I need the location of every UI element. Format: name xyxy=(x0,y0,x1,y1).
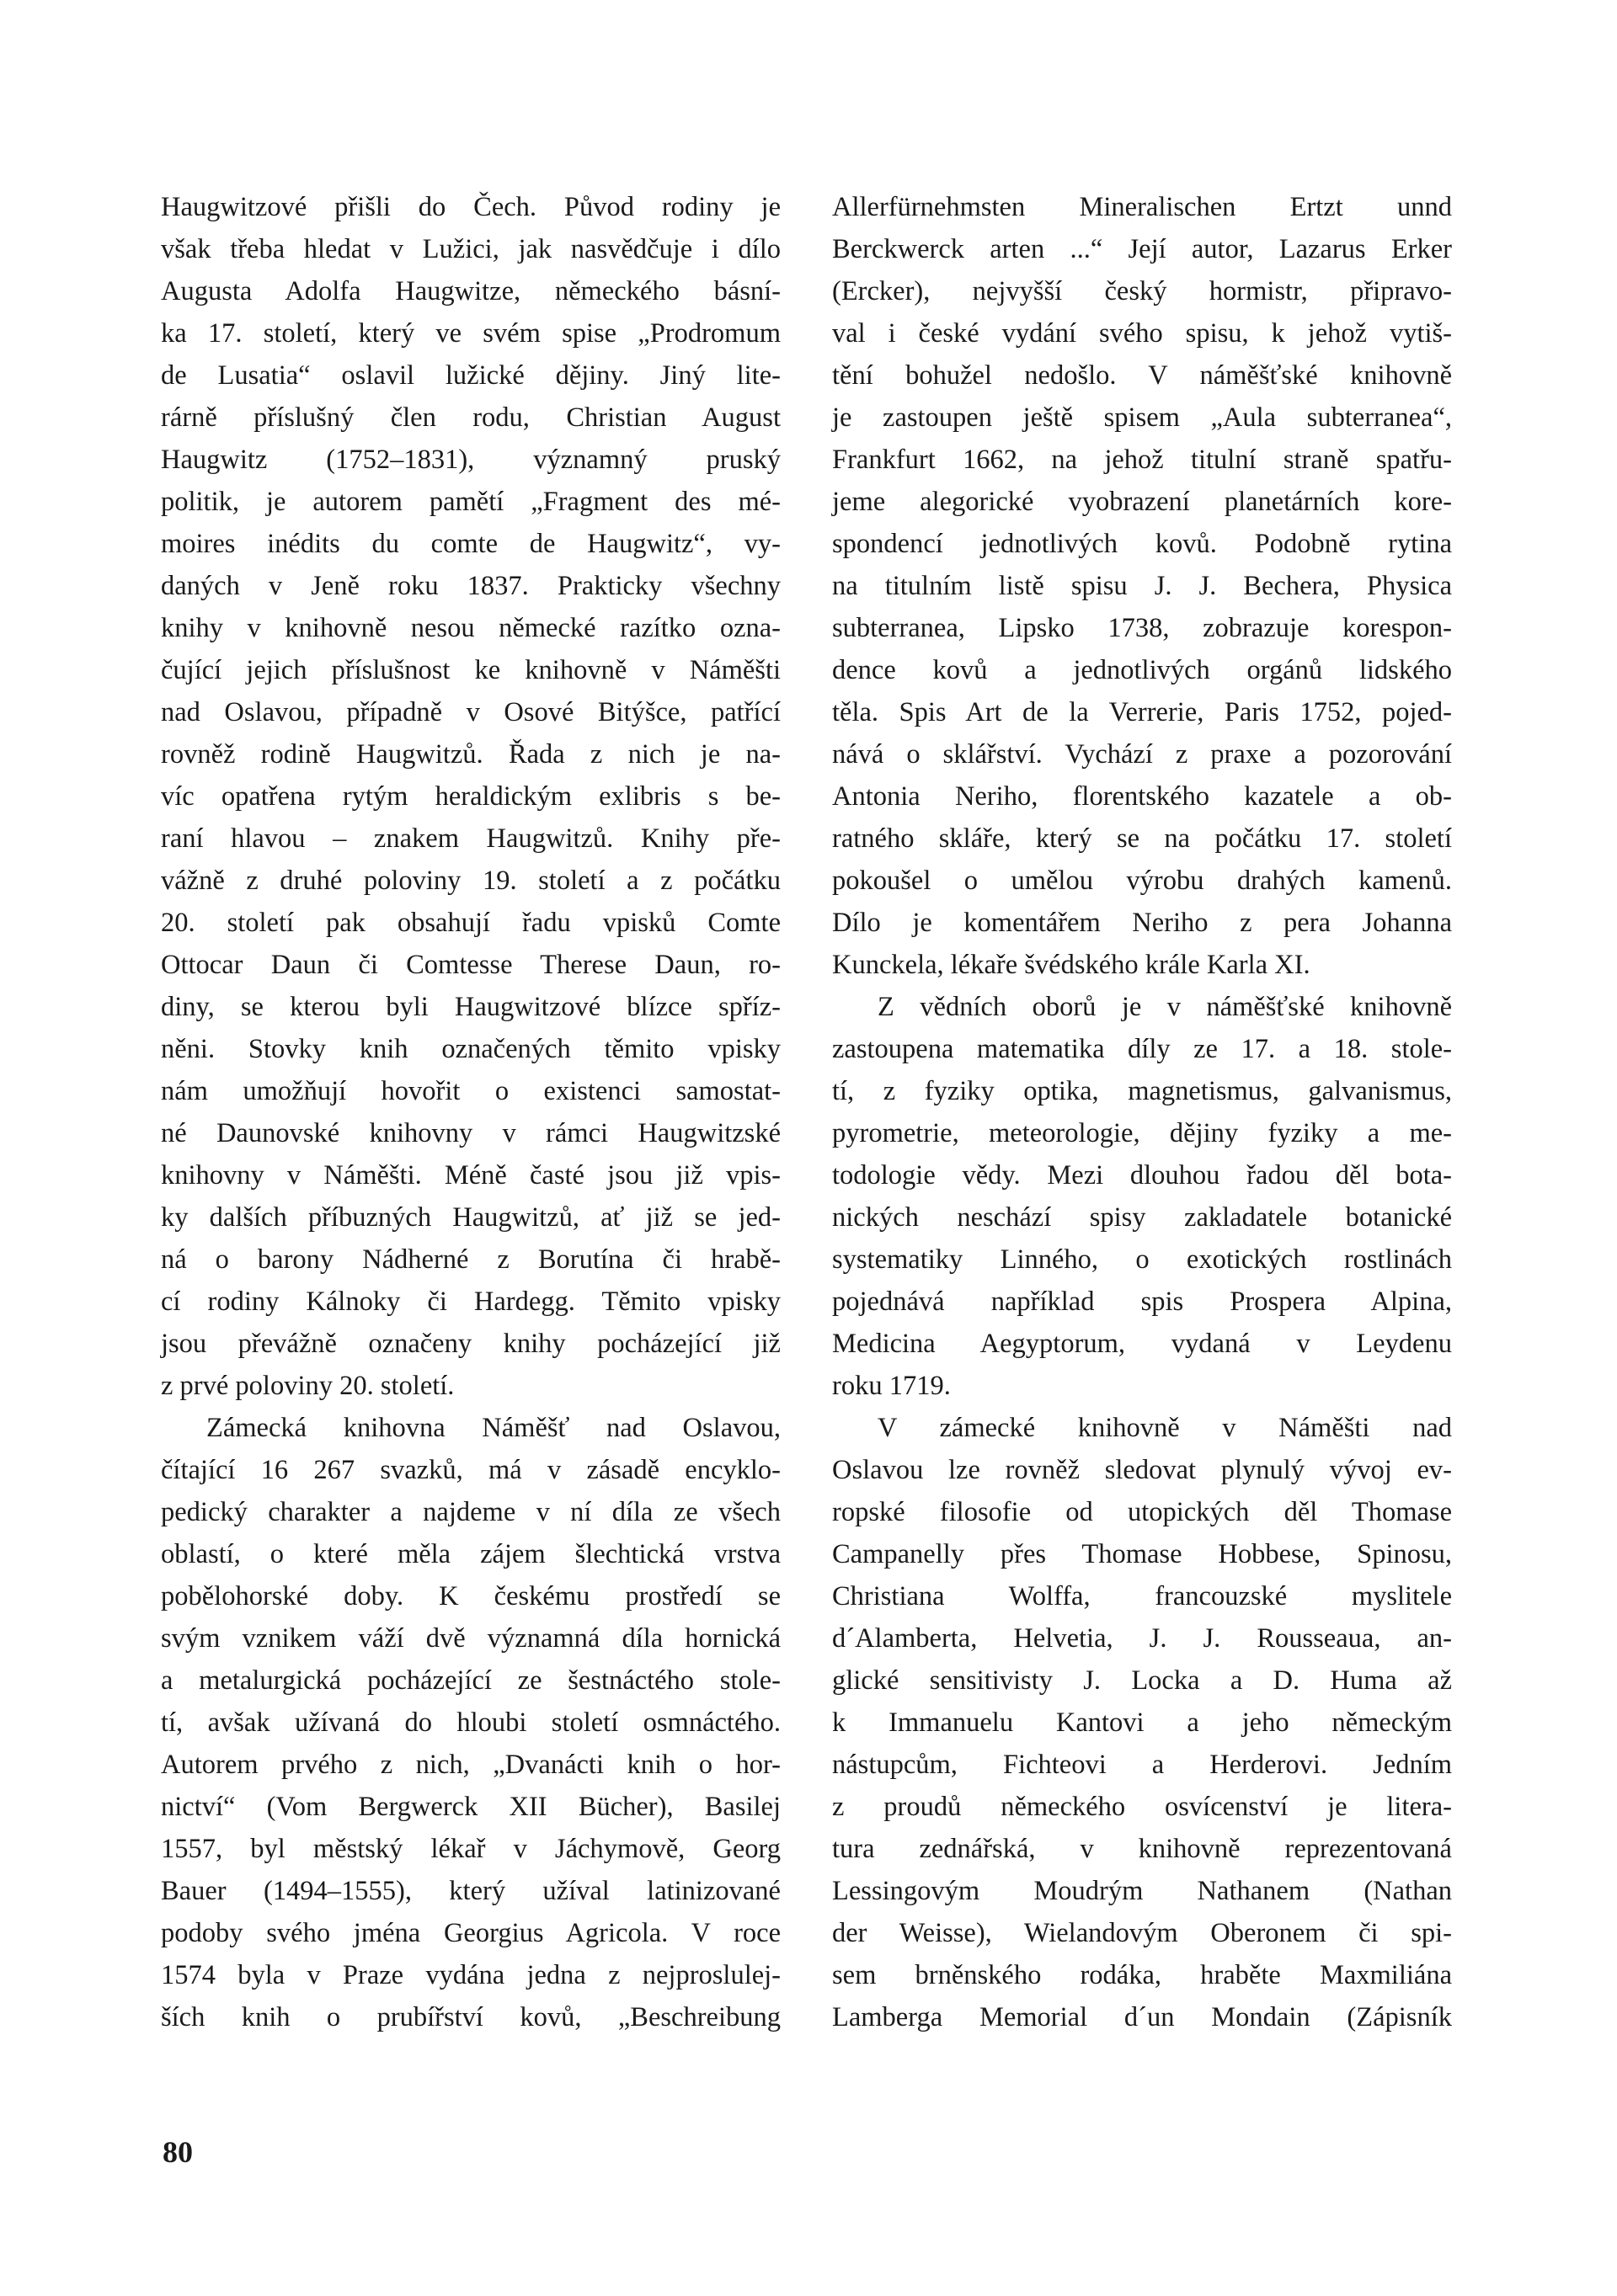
text-line: Augusta Adolfa Haugwitze, německého básní- xyxy=(161,276,781,306)
text-line: rárně příslušný člen rodu, Christian August xyxy=(161,402,781,433)
right-text-column xyxy=(832,186,1452,2038)
text-line: pobělohorské doby. K českému prostředí se xyxy=(161,1581,781,1611)
text-line: jeme alegorické vyobrazení planetárních kore- xyxy=(832,487,1452,517)
text-line: d´Alamberta, Helvetia, J. J. Rousseaua, an- xyxy=(832,1623,1452,1654)
text-line: však třeba hledat v Lužici, jak nasvědčuje i dílo xyxy=(161,234,781,264)
text-line: z prvé poloviny 20. století. xyxy=(161,1371,455,1401)
text-line: pokoušel o umělou výrobu drahých kamenů. xyxy=(832,866,1452,896)
text-line: nám umožňují hovořit o existenci samostat- xyxy=(161,1076,781,1106)
text-line: čítající 16 267 svazků, má v zásadě encyklo- xyxy=(161,1455,781,1485)
text-line: Kunckela, lékaře švédského krále Karla XI. xyxy=(832,950,1310,980)
text-line: zastoupena matematika díly ze 17. a 18. stole- xyxy=(832,1034,1452,1064)
text-line: ších knih o prubířství kovů, „Beschreibung xyxy=(161,2002,781,2032)
text-line: né Daunovské knihovny v rámci Haugwitzské xyxy=(161,1118,781,1148)
text-line: a metalurgická pocházející ze šestnáctého stole- xyxy=(161,1665,781,1696)
paragraph xyxy=(832,986,1452,1407)
text-line: Lessingovým Moudrým Nathanem (Nathan xyxy=(832,1876,1452,1906)
text-line: Frankfurt 1662, na jehož titulní straně spatřu- xyxy=(832,445,1452,475)
paragraph xyxy=(832,186,1452,986)
paragraph xyxy=(161,186,781,1407)
text-line: Ottocar Daun či Comtesse Therese Daun, ro- xyxy=(161,950,781,980)
text-line: der Weisse), Wielandovým Oberonem či spi- xyxy=(832,1918,1452,1948)
text-line: knihovny v Náměšti. Méně časté jsou již vpis- xyxy=(161,1160,781,1191)
text-line: Berckwerck arten ...“ Její autor, Lazarus Erker xyxy=(832,234,1452,264)
text-line: tí, z fyziky optika, magnetismus, galvanismus, xyxy=(832,1076,1452,1106)
text-line: něni. Stovky knih označených těmito vpisky xyxy=(161,1034,781,1064)
text-line: de Lusatia“ oslavil lužické dějiny. Jiný lite- xyxy=(161,360,781,391)
text-line: Medicina Aegyptorum, vydaná v Leydenu xyxy=(832,1329,1452,1359)
text-line: Haugwitzové přišli do Čech. Původ rodiny je xyxy=(161,192,781,222)
text-line: Z vědních oborů je v náměšťské knihovně xyxy=(878,992,1452,1022)
text-line: 1574 byla v Praze vydána jedna z nejproslulej- xyxy=(161,1960,781,1990)
text-line: Oslavou lze rovněž sledovat plynulý vývoj ev- xyxy=(832,1455,1452,1485)
text-line: oblastí, o které měla zájem šlechtická vrstva xyxy=(161,1539,781,1569)
text-line: pojednává například spis Prospera Alpina, xyxy=(832,1287,1452,1317)
text-line: k Immanuelu Kantovi a jeho německým xyxy=(832,1707,1452,1738)
text-line: dence kovů a jednotlivých orgánů lidského xyxy=(832,655,1452,685)
text-line: diny, se kterou byli Haugwitzové blízce spříz- xyxy=(161,992,781,1022)
text-line: Dílo je komentářem Neriho z pera Johanna xyxy=(832,908,1452,938)
text-line: rovněž rodině Haugwitzů. Řada z nich je na- xyxy=(161,739,781,770)
text-line: je zastoupen ještě spisem „Aula subterranea“, xyxy=(832,402,1452,433)
text-line: nictví“ (Vom Bergwerck XII Bücher), Basilej xyxy=(161,1792,781,1822)
left-text-column xyxy=(161,186,781,2038)
text-line: na titulním listě spisu J. J. Bechera, Physica xyxy=(832,571,1452,601)
text-line: ky dalších příbuzných Haugwitzů, ať již se jed- xyxy=(161,1202,781,1233)
text-line: Zámecká knihovna Náměšť nad Oslavou, xyxy=(206,1413,781,1443)
text-line: pedický charakter a najdeme v ní díla ze všech xyxy=(161,1497,781,1527)
text-line: Allerfürnehmsten Mineralischen Ertzt unnd xyxy=(832,192,1452,222)
text-line: glické sensitivisty J. Locka a D. Huma až xyxy=(832,1665,1452,1696)
text-line: nástupcům, Fichteovi a Herderovi. Jedním xyxy=(832,1750,1452,1780)
text-line: systematiky Linného, o exotických rostlinách xyxy=(832,1244,1452,1275)
text-line: pyrometrie, meteorologie, dějiny fyziky a me- xyxy=(832,1118,1452,1148)
text-line: Lamberga Memorial d´un Mondain (Zápisník xyxy=(832,2002,1452,2032)
text-line: svým vznikem váží dvě významná díla hornická xyxy=(161,1623,781,1654)
text-line: raní hlavou – znakem Haugwitzů. Knihy pře- xyxy=(161,823,781,854)
text-line: ná o barony Nádherné z Borutína či hrabě- xyxy=(161,1244,781,1275)
paragraph xyxy=(832,1407,1452,2038)
page-number: 80 xyxy=(163,2135,193,2169)
text-line: těla. Spis Art de la Verrerie, Paris 1752, pojed- xyxy=(832,697,1452,727)
text-line: ratného skláře, který se na počátku 17. století xyxy=(832,823,1452,854)
text-line: Campanelly přes Thomase Hobbese, Spinosu, xyxy=(832,1539,1452,1569)
text-line: Antonia Neriho, florentského kazatele a ob- xyxy=(832,781,1452,812)
text-line: knihy v knihovně nesou německé razítko ozna- xyxy=(161,613,781,643)
text-line: spondencí jednotlivých kovů. Podobně rytina xyxy=(832,529,1452,559)
text-line: tí, avšak užívaná do hloubi století osmnáctého. xyxy=(161,1707,781,1738)
text-line: politik, je autorem pamětí „Fragment des mé- xyxy=(161,487,781,517)
text-line: Bauer (1494–1555), který užíval latinizované xyxy=(161,1876,781,1906)
text-line: 20. století pak obsahují řadu vpisků Comte xyxy=(161,908,781,938)
text-line: (Ercker), nejvyšší český hormistr, připravo- xyxy=(832,276,1452,306)
text-line: moires inédits du comte de Haugwitz“, vy- xyxy=(161,529,781,559)
text-line: V zámecké knihovně v Náměšti nad xyxy=(878,1413,1452,1443)
text-line: val i české vydání svého spisu, k jehož vytiš- xyxy=(832,318,1452,349)
text-line: tura zednářská, v knihovně reprezentovaná xyxy=(832,1834,1452,1864)
text-line: 1557, byl městský lékař v Jáchymově, Georg xyxy=(161,1834,781,1864)
text-line: podoby svého jména Georgius Agricola. V roce xyxy=(161,1918,781,1948)
paragraph xyxy=(161,1407,781,2038)
text-line: nad Oslavou, případně v Osové Bitýšce, patřící xyxy=(161,697,781,727)
text-line: tění bohužel nedošlo. V náměšťské knihovně xyxy=(832,360,1452,391)
text-line: subterranea, Lipsko 1738, zobrazuje korespon- xyxy=(832,613,1452,643)
text-line: daných v Jeně roku 1837. Prakticky všechny xyxy=(161,571,781,601)
text-line: Autorem prvého z nich, „Dvanácti knih o hor- xyxy=(161,1750,781,1780)
text-line: roku 1719. xyxy=(832,1371,951,1401)
text-line: víc opatřena rytým heraldickým exlibris s be- xyxy=(161,781,781,812)
text-line: nických neschází spisy zakladatele botanické xyxy=(832,1202,1452,1233)
text-line: z proudů německého osvícenství je litera- xyxy=(832,1792,1452,1822)
text-line: vážně z druhé poloviny 19. století a z počátku xyxy=(161,866,781,896)
text-line: cí rodiny Kálnoky či Hardegg. Těmito vpisky xyxy=(161,1287,781,1317)
text-line: ropské filosofie od utopických děl Thomase xyxy=(832,1497,1452,1527)
text-line: Christiana Wolffa, francouzské myslitele xyxy=(832,1581,1452,1611)
text-line: jsou převážně označeny knihy pocházející již xyxy=(161,1329,781,1359)
text-line: ka 17. století, který ve svém spise „Prodromum xyxy=(161,318,781,349)
text-line: todologie vědy. Mezi dlouhou řadou děl bota- xyxy=(832,1160,1452,1191)
text-line: Haugwitz (1752–1831), významný pruský xyxy=(161,445,781,475)
text-line: nává o sklářství. Vychází z praxe a pozorování xyxy=(832,739,1452,770)
text-line: sem brněnského rodáka, hraběte Maxmiliána xyxy=(832,1960,1452,1990)
text-line: čující jejich příslušnost ke knihovně v Náměšti xyxy=(161,655,781,685)
